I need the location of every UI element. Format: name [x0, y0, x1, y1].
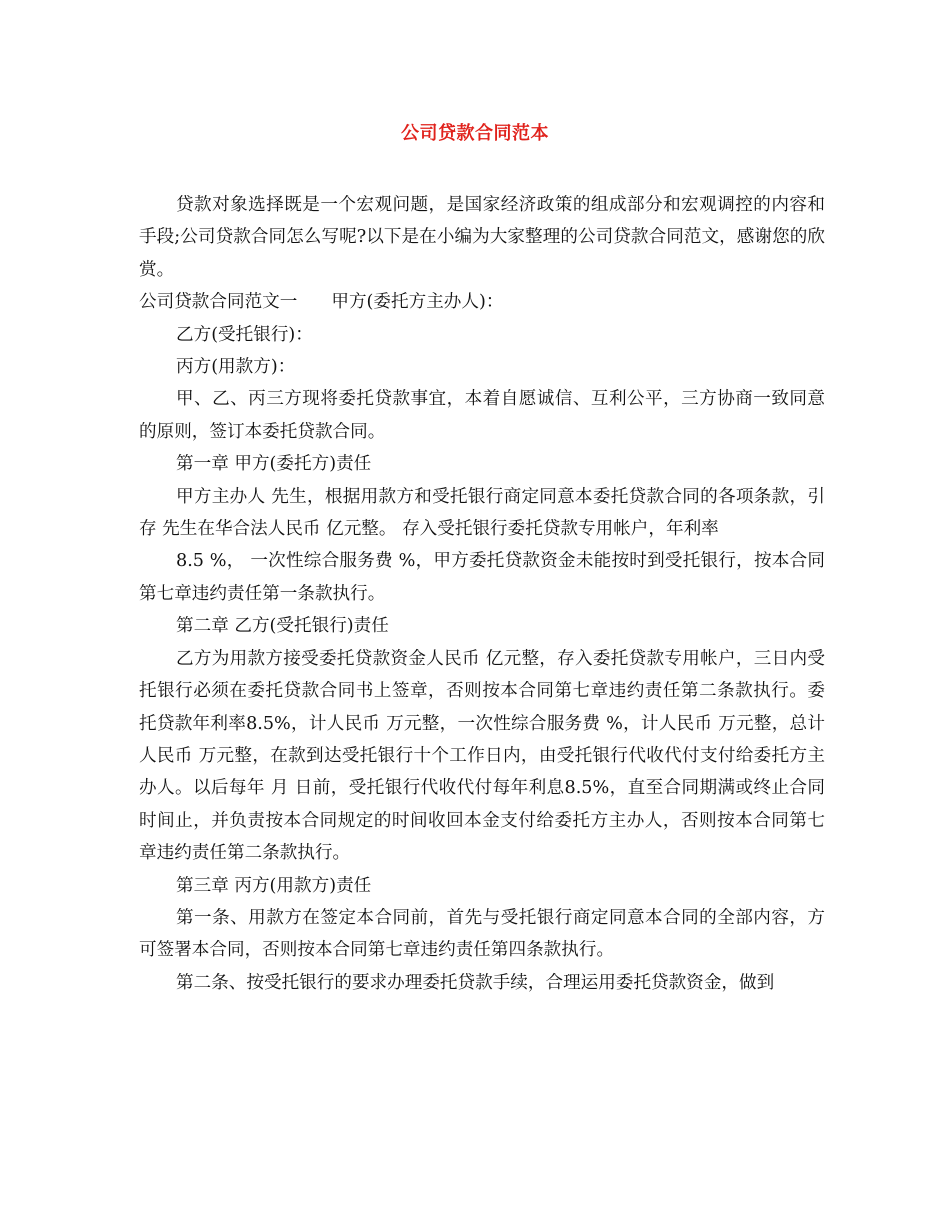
party-c-label: 丙方(用款方)： [176, 357, 296, 378]
chapter-1-heading: 第一章 甲方(委托方)责任 [176, 454, 372, 475]
document-title: 公司贷款合同范本 [401, 123, 549, 144]
chapter-3-heading: 第三章 丙方(用款方)责任 [176, 875, 372, 896]
sample-title: 公司贷款合同范文一 [139, 292, 298, 313]
paragraph-sample-heading [139, 286, 825, 318]
paragraph-chapter-2: 乙方为用款方接受委托贷款资金人民币 亿元整，存入委托贷款专用帐户，三日内受托银行必须在委托贷款合同书上签章，否则按本合同第七章违约责任第二条款执行。委托贷款年利率8.5%，计人民币 万元整，一次性综合服务费 %，计人民币 万元整，总计人民币 万元整，在款到达受托银行十个工作日内，由受托银行代收代付支付给委托方主办人。以后每年 月 日前，受托银行代收代付每年利息8.5%，直至合同期满或终止合同时间止，并负责按本合同规定的时间收回本金支付给委托方主办人，否则按本合同第七章违约责任第二条款执行。 [139, 648, 825, 864]
paragraph-chapter-1-a: 甲方主办人 先生，根据用款方和受托银行商定同意本委托贷款合同的各项条款，引存 先生在华合法人民币 亿元整。 存入受托银行委托贷款专用帐户，年利率 [139, 486, 825, 540]
paragraph-chapter-1-b: 8.5 %， 一次性综合服务费 %，甲方委托贷款资金未能按时到受托银行，按本合同第七章违约责任第一条款执行。 [139, 551, 825, 604]
party-b-label: 乙方(受托银行)： [176, 324, 313, 345]
paragraph-intro: 贷款对象选择既是一个宏观问题，是国家经济政策的组成部分和宏观调控的内容和手段;公司贷款合同怎么写呢?以下是在小编为大家整理的公司贷款合同范文，感谢您的欣赏。 [139, 195, 825, 280]
chapter-2-heading: 第二章 乙方(受托银行)责任 [176, 616, 389, 637]
party-a-label: 甲方(委托方主办人)： [331, 292, 504, 313]
paragraph-chapter-3-clause-2: 第二条、按受托银行的要求办理委托贷款手续，合理运用委托贷款资金，做到 [176, 972, 775, 993]
paragraph-agreement: 甲、乙、丙三方现将委托贷款事宜，本着自愿诚信、互利公平，三方协商一致同意的原则，签订本委托贷款合同。 [139, 389, 825, 442]
document-body [139, 189, 825, 999]
paragraph-chapter-3-clause-1: 第一条、用款方在签定本合同前，首先与受托银行商定同意本合同的全部内容，方可签署本合同，否则按本合同第七章违约责任第四条款执行。 [139, 907, 825, 961]
